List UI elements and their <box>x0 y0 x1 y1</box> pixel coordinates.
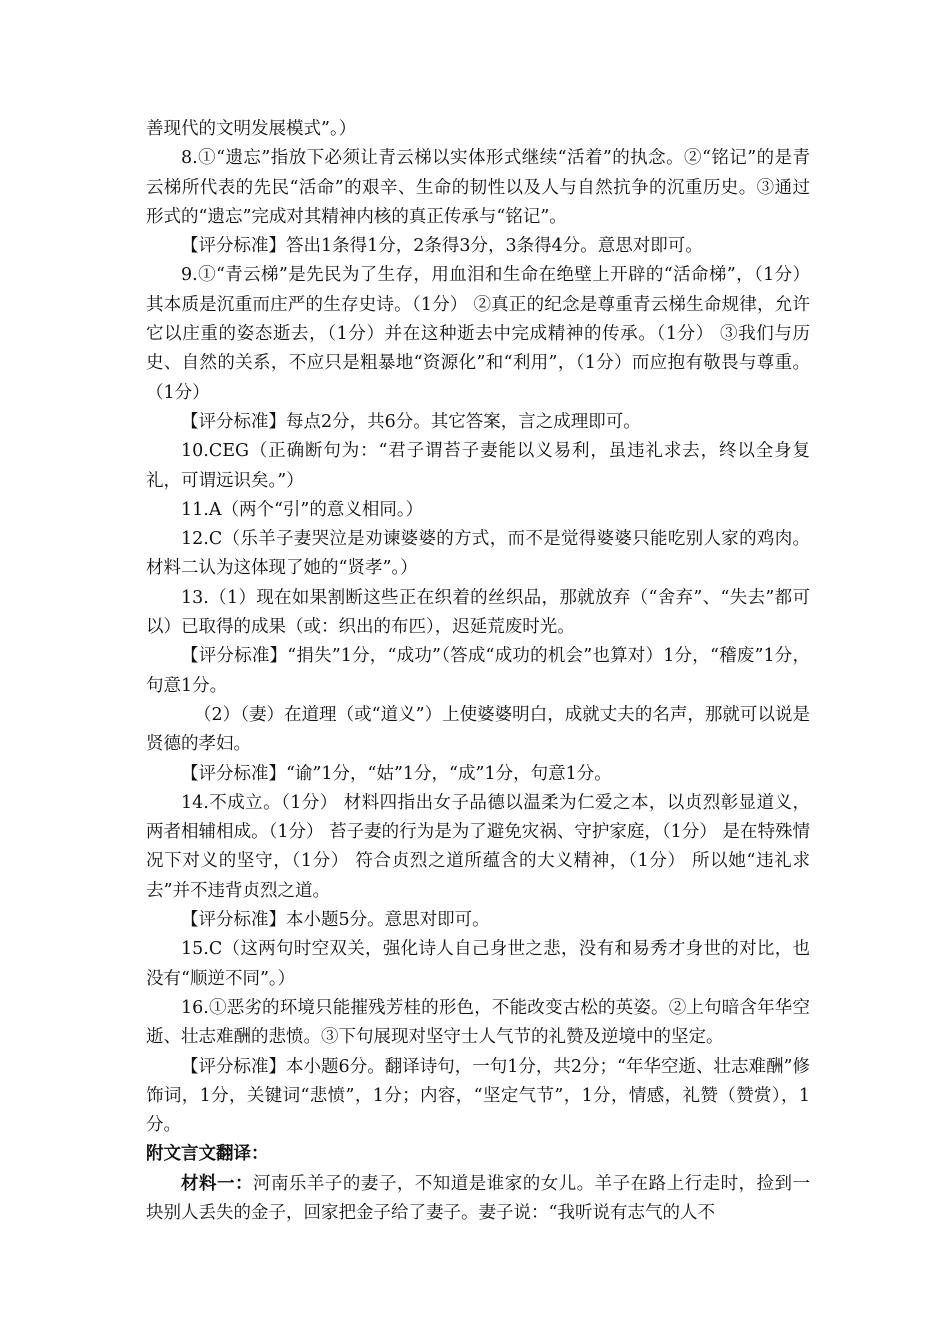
paragraph-q16: 16.①恶劣的环境只能摧残芳桂的形色，不能改变古松的英姿。②上句暗含年华空逝、壮志难酬的悲愤。③下句展现对坚守士人气节的礼赞及逆境中的坚定。 <box>146 997 810 1048</box>
paragraph-q14: 14.不成立。（1分） 材料四指出女子品德以温柔为仁爱之本，以贞烈彰显道义，两者相辅相成。（1分） 苔子妻的行为是为了避免灾祸、守护家庭，（1分） 是在特殊情况下对义的坚守，（1分） 符合贞烈之道所蕴含的大义精神，（1分） 所以她“违礼求去”并不违背贞烈之道。 <box>146 792 810 901</box>
scoring-q16: 【评分标准】本小题6分。翻译诗句，一句1分，共2分；“年华空逝、壮志难酬”修饰词，1分，关键词“悲愤”，1分；内容，“坚定气节”，1分，情感，礼赞（赞赏），1分。 <box>146 1056 810 1136</box>
paragraph-q13-1: 13.（1）现在如果割断这些正在织着的丝织品，那就放弃（“舍弃”、“失去”都可以）已取得的成果（或：织出的布匹），迟延荒废时光。 <box>146 587 810 638</box>
scoring-q8: 【评分标准】答出1条得1分，2条得3分，3条得4分。意思对即可。 <box>181 236 703 257</box>
scoring-q13-2: 【评分标准】“谕”1分，“姑”1分，“成”1分，句意1分。 <box>181 763 612 784</box>
paragraph-material-1 <box>146 1170 810 1229</box>
paragraph-q13-2: （2）（妻）在道理（或“道义”）上使婆婆明白，成就丈夫的名声，那就可以说是贤德的孝妇。 <box>146 704 810 755</box>
answer-text-block <box>146 115 810 1228</box>
section-heading-translation: 附文言文翻译： <box>146 1144 269 1165</box>
scoring-q9: 【评分标准】每点2分，共6分。其它答案，言之成理即可。 <box>181 411 641 432</box>
paragraph-q11: 11.A（两个“引”的意义相同。） <box>181 499 424 520</box>
material-1-text: 河南乐羊子的妻子，不知道是谁家的女儿。羊子在路上行走时，捡到一块别人丢失的金子，回家把金子给了妻子。妻子说：“我听说有志气的人不 <box>146 1173 811 1223</box>
scoring-q13-1: 【评分标准】“捐失”1分，“成功”（答成“成功的机会”也算对）1分，“稽废”1分，句意1分。 <box>146 646 810 696</box>
material-1-label: 材料一： <box>181 1173 253 1194</box>
paragraph-q12: 12.C（乐羊子妻哭泣是劝谏婆婆的方式，而不是觉得婆婆只能吃别人家的鸡肉。材料二认为这体现了她的“贤孝”。） <box>146 529 810 579</box>
paragraph-q8: 8.①“遗忘”指放下必须让青云梯以实体形式继续“活着”的执念。②“铭记”的是青云梯所代表的先民“活命”的艰辛、生命的韧性以及人与自然抗争的沉重历史。③通过形式的“遗忘”完成对其精神内核的真正传承与“铭记”。 <box>146 148 810 227</box>
paragraph-q15: 15.C（这两句时空双关，强化诗人自己身世之悲，没有和易秀才身世的对比，也没有“顺逆不同”。） <box>146 939 810 989</box>
paragraph-q10: 10.CEG（正确断句为：“君子谓苔子妻能以义易利，虽违礼求去，终以全身复礼，可谓远识矣。”） <box>146 441 810 491</box>
scoring-q14: 【评分标准】本小题5分。意思对即可。 <box>181 910 490 931</box>
paragraph-q9: 9.①“青云梯”是先民为了生存，用血泪和生命在绝壁上开辟的“活命梯”，（1分）其本质是沉重而庄严的生存史诗。（1分） ②真正的纪念是尊重青云梯生命规律，允许它以庄重的姿态逝去，（1分）并在这种逝去中完成精神的传承。（1分） ③我们与历史、自然的关系，不应只是粗暴地“资源化”和“利用”，（1分）而应抱有敬畏与尊重。（1分） <box>146 265 810 403</box>
paragraph-0: 善现代的文明发展模式”。） <box>146 119 357 139</box>
